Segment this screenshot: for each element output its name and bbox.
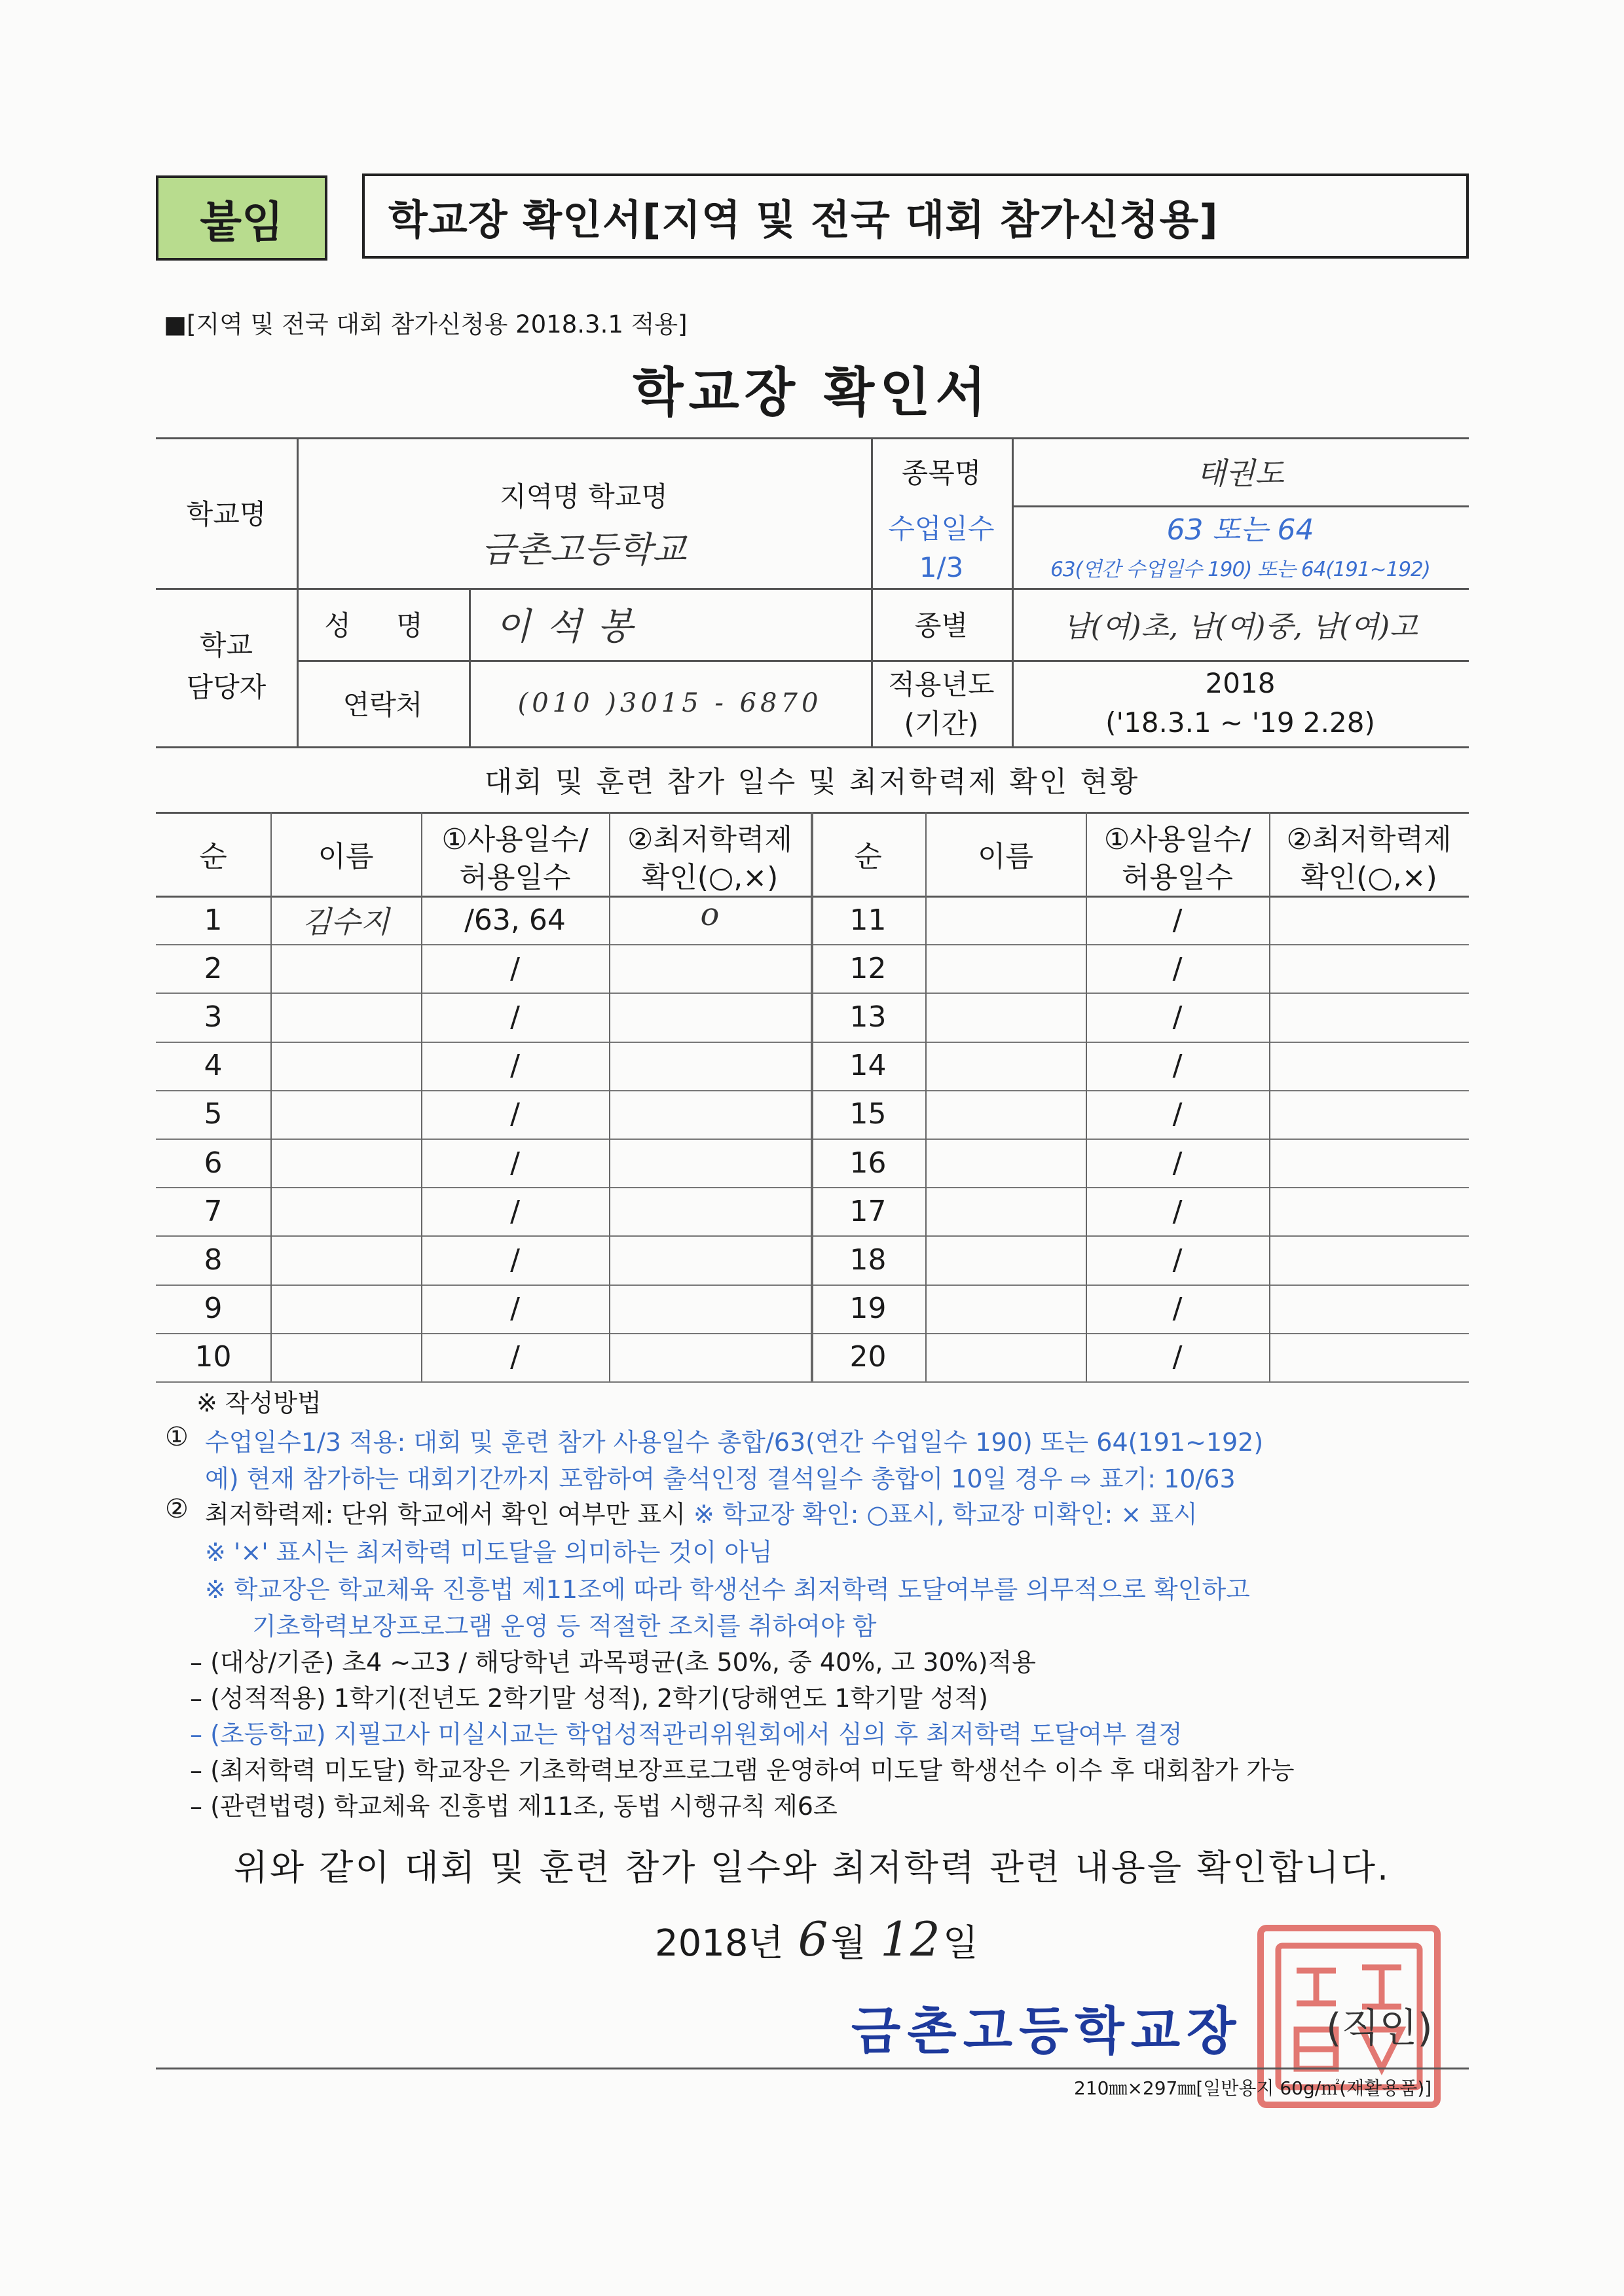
row-check [1269, 1036, 1469, 1085]
name-value: 이석봉 [495, 606, 649, 648]
row-name: 김수지 [302, 904, 390, 940]
event-label: 종목명 [901, 457, 982, 489]
row-name [925, 1042, 1086, 1090]
row-name [270, 1285, 421, 1333]
date-day-unit: 일 [942, 1922, 978, 1965]
header-name: 이름 [318, 840, 374, 873]
row-no: 3 [204, 1000, 223, 1034]
note-2a [205, 1494, 1198, 1530]
row-check [1269, 987, 1469, 1036]
row-days: / [510, 1146, 520, 1180]
seal-label: (직인) [1326, 2005, 1433, 2051]
footer-divider [156, 2068, 1469, 2069]
category-value: 남(여)초, 남(여)중, 남(여)고 [1063, 610, 1418, 644]
year-period: ('18.3.1 ~ '19 2.28) [1105, 706, 1375, 738]
note-2b: ※ '×' 표시는 최저학력 미도달을 의미하는 것이 아님 [205, 1538, 773, 1567]
row-check [1269, 1085, 1469, 1133]
row-no: 6 [204, 1146, 223, 1180]
row-days: / [510, 1194, 520, 1228]
row-days: / [1172, 1340, 1183, 1374]
row-check [609, 1036, 811, 1085]
row-no: 2 [204, 951, 223, 985]
note-1-mark: ① [165, 1422, 189, 1452]
row-no: 11 [849, 903, 887, 937]
phone-label: 연락처 [342, 689, 423, 721]
row-days: / [510, 951, 520, 985]
row-days: / [1172, 1194, 1183, 1228]
note-2a-black: 최저학력제: 단위 학교에서 확인 여부만 표시 [205, 1500, 686, 1529]
row-no: 12 [849, 951, 887, 985]
school-name: 금촌고등학교 [481, 528, 686, 570]
row-no: 5 [204, 1097, 223, 1131]
row-days: / [1172, 1049, 1183, 1083]
row-check: o [700, 896, 720, 934]
row-check [1269, 1230, 1469, 1279]
school-label: 학교명 [186, 498, 267, 530]
note-2a-blue: ※ 학교장 확인: ○표시, 학교장 미확인: × 표시 [693, 1500, 1198, 1529]
note-detail-2: – (성적적용) 1학기(전년도 2학기말 성적), 2학기(당해연도 1학기말 성적) [190, 1684, 988, 1713]
row-name [925, 1090, 1086, 1139]
class-days-label: 수업일수 [888, 513, 995, 545]
row-name [270, 944, 421, 993]
row-days: / [1172, 951, 1183, 985]
header-no: 순 [854, 840, 882, 873]
row-name [925, 1235, 1086, 1284]
header-days: ①사용일수/ [441, 823, 589, 856]
row-no: 19 [849, 1292, 887, 1326]
row-days: / [510, 1049, 520, 1083]
row-name [270, 1042, 421, 1090]
row-no: 7 [204, 1194, 223, 1228]
principal-name: 금촌고등학교장 [851, 2001, 1243, 2061]
row-check [1269, 1328, 1469, 1376]
class-days-note: 63(연간 수업일수 190) 또는 64(191~192) [1050, 557, 1430, 581]
row-name [925, 1187, 1086, 1235]
row-name [270, 1139, 421, 1187]
row-no: 4 [204, 1049, 223, 1083]
note-detail-3: – (초등학교) 지필고사 미실시교는 학업성적관리위원회에서 심의 후 최저학력 도달여부 결정 [190, 1720, 1183, 1749]
header-no: 순 [199, 840, 227, 873]
date-line [655, 1912, 978, 1967]
row-check [609, 1085, 811, 1133]
row-check [609, 939, 811, 987]
row-no: 1 [204, 903, 223, 937]
category-label: 종별 [914, 610, 969, 642]
row-no: 15 [849, 1097, 887, 1131]
year-label: 적용년도 [888, 668, 995, 701]
note-1a: 수업일수1/3 적용: 대회 및 훈련 참가 사용일수 총합/63(연간 수업일수 190) 또는 64(191~192) [205, 1428, 1264, 1457]
row-check [609, 987, 811, 1036]
row-days: / [1172, 1146, 1183, 1180]
row-days: / [510, 1097, 520, 1131]
row-days: / [1172, 1000, 1183, 1034]
header-name: 이름 [977, 840, 1033, 873]
attachment-tag [156, 175, 327, 261]
header-check: ②최저학력제 [627, 823, 792, 856]
note-2-mark: ② [165, 1494, 189, 1524]
row-name [925, 1285, 1086, 1333]
date-month-value: 6 [798, 1912, 828, 1967]
row-name [925, 993, 1086, 1041]
header-days: ①사용일수/ [1103, 823, 1251, 856]
row-no: 10 [194, 1340, 232, 1374]
row-no: 9 [204, 1292, 223, 1326]
row-check [609, 1182, 811, 1230]
row-check [1269, 939, 1469, 987]
name-label: 성 명 [324, 610, 441, 642]
row-days: / [510, 1000, 520, 1034]
header-check: ②최저학력제 [1286, 823, 1452, 856]
row-check [1269, 890, 1469, 939]
date-month-unit: 월 [830, 1922, 866, 1965]
event-value: 태권도 [1196, 456, 1284, 491]
row-check [1269, 1279, 1469, 1328]
info-hline [156, 746, 1469, 748]
row-days: / [1172, 1292, 1183, 1326]
row-no: 16 [849, 1146, 887, 1180]
paper-spec: 210㎜×297㎜[일반용지 60g/㎡(재활용품)] [1074, 2077, 1432, 2099]
row-days: /63, 64 [464, 903, 566, 937]
row-no: 8 [204, 1243, 223, 1277]
title-box [362, 173, 1469, 259]
date-day-value: 12 [880, 1912, 940, 1967]
row-no: 13 [849, 1000, 887, 1034]
row-name [270, 1235, 421, 1284]
row-days: / [1172, 903, 1183, 937]
class-days-value: 63 또는 64 [1166, 513, 1314, 547]
year-label-2: (기간) [904, 708, 979, 740]
row-days: / [510, 1243, 520, 1277]
date-year: 2018년 [655, 1922, 784, 1965]
row-name [925, 1333, 1086, 1381]
notes-heading: ※ 작성방법 [196, 1389, 322, 1417]
row-check [609, 1279, 811, 1328]
row-check [609, 1328, 811, 1376]
row-days: / [510, 1340, 520, 1374]
row-no: 17 [849, 1194, 887, 1228]
row-name [270, 1090, 421, 1139]
contact-person-label: 학교 [199, 629, 253, 661]
records-hline [156, 1381, 1469, 1383]
sub-note: ■[지역 및 전국 대회 참가신청용 2018.3.1 적용] [164, 310, 688, 338]
row-days: / [1172, 1243, 1183, 1277]
row-check [609, 1133, 811, 1182]
header-check-2: 확인(○,×) [1301, 861, 1437, 894]
row-name [925, 944, 1086, 993]
header-days-2: 허용일수 [459, 861, 571, 894]
class-days-fraction: 1/3 [919, 551, 964, 583]
row-check [1269, 1133, 1469, 1182]
confirmation-statement: 위와 같이 대회 및 훈련 참가 일수와 최저학력 관련 내용을 확인합니다. [233, 1847, 1391, 1888]
school-region-label: 지역명 학교명 [500, 481, 668, 513]
attachment-tag-label: 붙임 [200, 196, 284, 247]
page-title: 학교장 확인서 [633, 362, 991, 423]
row-name [270, 993, 421, 1041]
row-name [270, 1187, 421, 1235]
note-detail-4: – (최저학력 미도달) 학교장은 기초학력보장프로그램 운영하여 미도달 학생선수 이수 후 대회참가 가능 [190, 1756, 1295, 1785]
note-2c: ※ 학교장은 학교체육 진흥법 제11조에 따라 학생선수 최저학력 도달여부를 의무적으로 확인하고 [205, 1575, 1250, 1604]
row-check [1269, 1182, 1469, 1230]
contact-person-label-2: 담당자 [186, 671, 267, 703]
row-days: / [510, 1292, 520, 1326]
year-value: 2018 [1205, 666, 1276, 699]
header-days-2: 허용일수 [1121, 861, 1233, 894]
note-2d: 기초학력보장프로그램 운영 등 적절한 조치를 취하여야 함 [252, 1612, 877, 1641]
row-no: 14 [849, 1049, 887, 1083]
header-check-2: 확인(○,×) [641, 861, 779, 894]
row-no: 18 [849, 1243, 887, 1277]
note-detail-1: – (대상/기준) 초4 ~고3 / 해당학년 과목평균(초 50%, 중 40%, 고 30%)적용 [190, 1648, 1036, 1677]
note-1b: 예) 현재 참가하는 대회기간까지 포함하여 출석인정 결석일수 총합이 10일 경우 ⇨ 표기: 10/63 [205, 1465, 1236, 1493]
row-name [925, 896, 1086, 944]
title-box-text: 학교장 확인서[지역 및 전국 대회 참가신청용] [388, 195, 1219, 244]
row-days: / [1172, 1097, 1183, 1131]
row-name [925, 1139, 1086, 1187]
row-check [609, 1230, 811, 1279]
row-name [270, 1333, 421, 1381]
row-no: 20 [849, 1340, 887, 1374]
phone-value: (010 )3015 - 6870 [517, 688, 822, 718]
note-detail-5: – (관련법령) 학교체육 진흥법 제11조, 동법 시행규칙 제6조 [190, 1792, 838, 1821]
records-title: 대회 및 훈련 참가 일수 및 최저학력제 확인 현황 [484, 765, 1140, 799]
